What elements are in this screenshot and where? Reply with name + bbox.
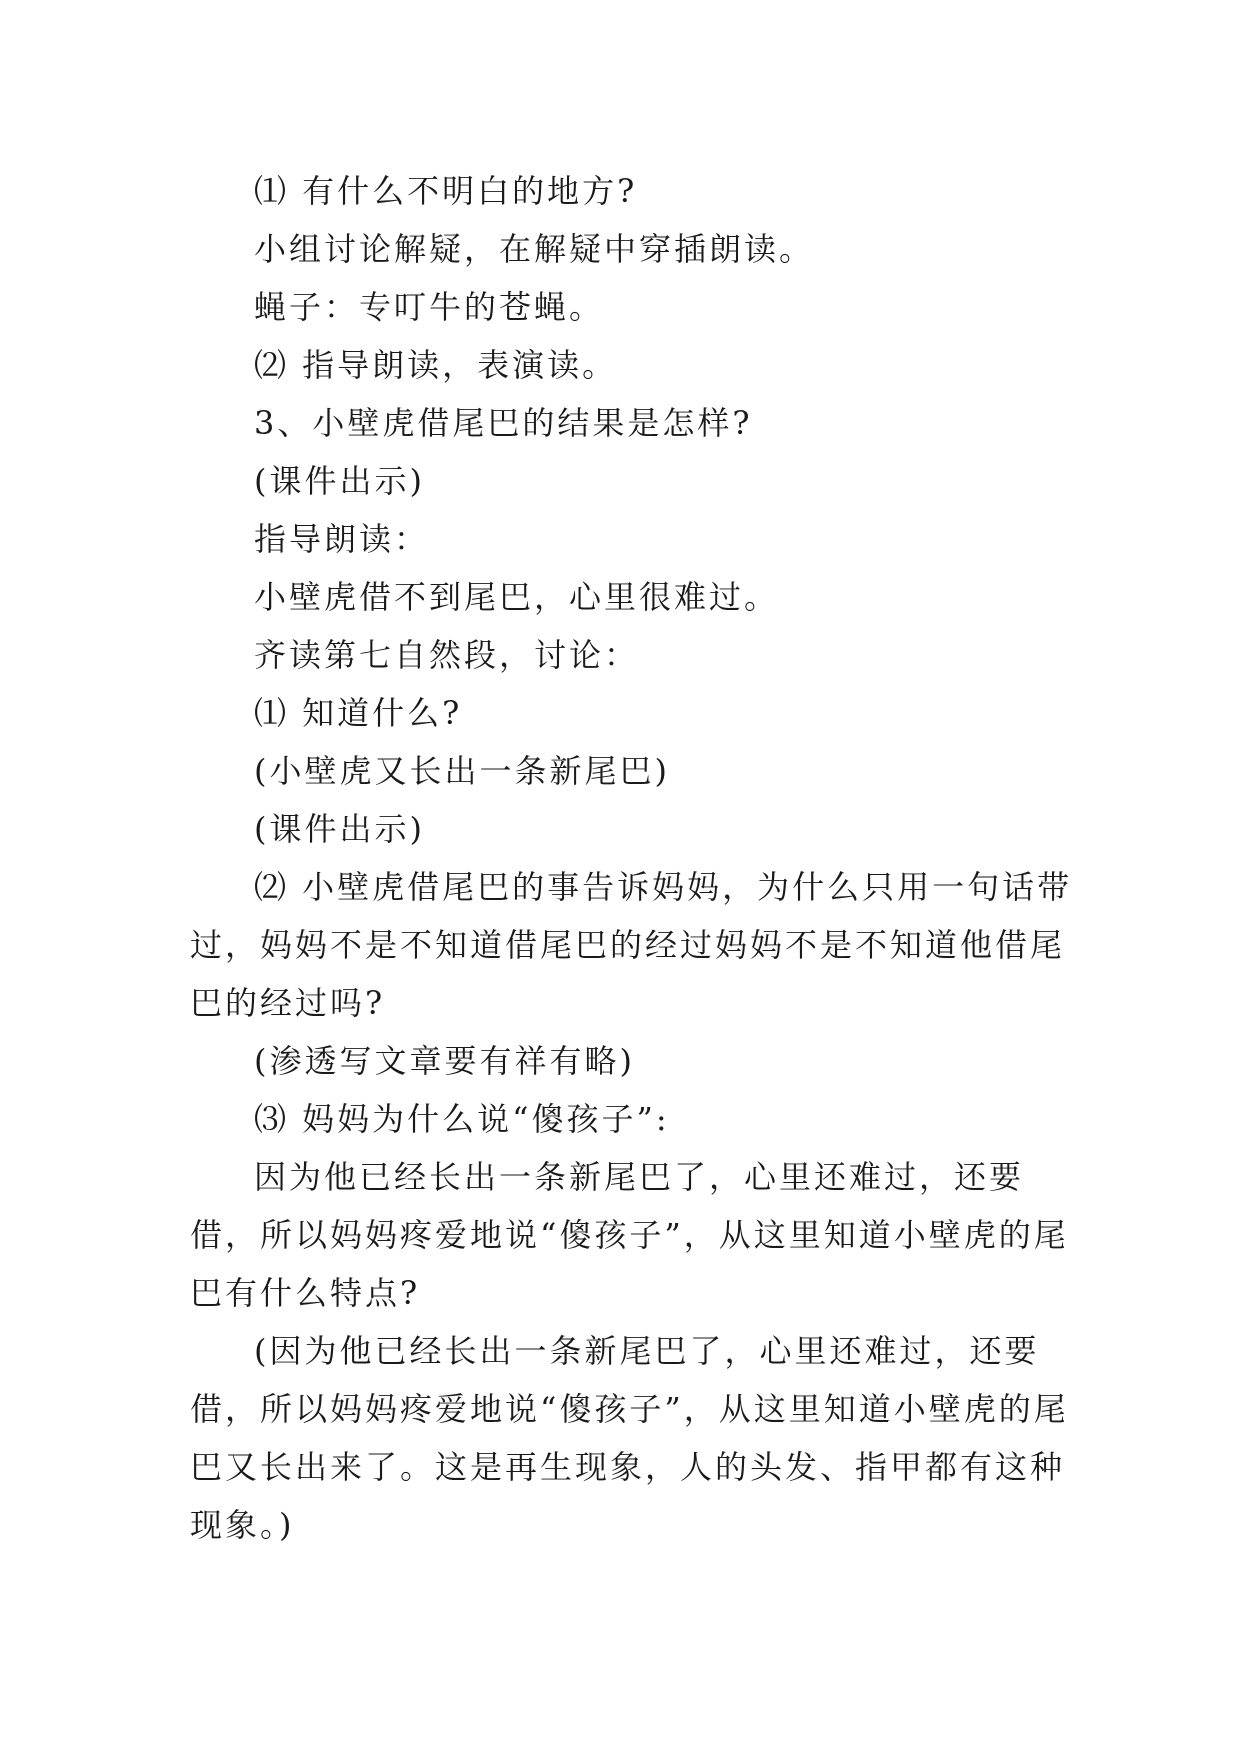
paragraph: 齐读第七自然段，讨论： bbox=[254, 636, 640, 674]
paragraph: (小壁虎又长出一条新尾巴) bbox=[254, 752, 670, 790]
paragraph: (渗透写文章要有祥有略) bbox=[254, 1042, 635, 1080]
paragraph: ⑶ 妈妈为什么说“傻孩子”: bbox=[254, 1100, 670, 1138]
paragraph: ⑴ 知道什么? bbox=[254, 694, 463, 732]
paragraph: 指导朗读： bbox=[254, 520, 430, 558]
paragraph: ⑵ 指导朗读，表演读。 bbox=[254, 346, 618, 384]
paragraph: (课件出示) bbox=[254, 462, 425, 500]
paragraph: 蝇子：专叮牛的苍蝇。 bbox=[254, 288, 605, 326]
document-body bbox=[190, 162, 1090, 1554]
paragraph: (因为他已经长出一条新尾巴了，心里还难过，还要借，所以妈妈疼爱地说“傻孩子”，从这里知道小壁虎的尾巴又长出来了。这是再生现象，人的头发、指甲都有这种现象。) bbox=[190, 1332, 1069, 1544]
paragraph: 小组讨论解疑，在解疑中穿插朗读。 bbox=[254, 230, 815, 268]
paragraph: 3、小壁虎借尾巴的结果是怎样? bbox=[254, 404, 753, 442]
paragraph: 小壁虎借不到尾巴，心里很难过。 bbox=[254, 578, 780, 616]
paragraph: ⑴ 有什么不明白的地方? bbox=[254, 172, 638, 210]
paragraph: 因为他已经长出一条新尾巴了，心里还难过，还要借，所以妈妈疼爱地说“傻孩子”，从这里知道小壁虎的尾巴有什么特点? bbox=[190, 1158, 1069, 1312]
paragraph: ⑵ 小壁虎借尾巴的事告诉妈妈，为什么只用一句话带过，妈妈不是不知道借尾巴的经过妈妈不是不知道他借尾巴的经过吗? bbox=[190, 868, 1073, 1022]
paragraph: (课件出示) bbox=[254, 810, 425, 848]
